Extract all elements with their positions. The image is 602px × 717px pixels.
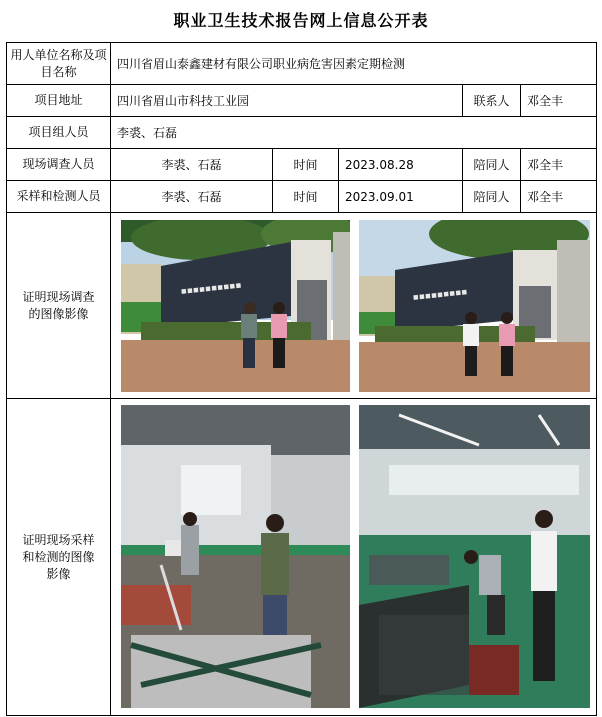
sampling-value: 李裘、石磊 — [111, 181, 273, 213]
contact-value: 邓全丰 — [521, 85, 597, 117]
sampling-photo-2 — [359, 405, 590, 708]
sampling-escort-label: 陪同人 — [463, 181, 521, 213]
factory-gate-photo — [359, 220, 590, 392]
sampling-photo-cell — [111, 399, 597, 716]
survey-escort-value: 邓全丰 — [521, 149, 597, 181]
address-label: 项目地址 — [7, 85, 111, 117]
survey-photo-1 — [121, 220, 350, 392]
team-label: 项目组人员 — [7, 117, 111, 149]
team-value: 李裘、石磊 — [111, 117, 597, 149]
survey-label: 现场调查人员 — [7, 149, 111, 181]
sampling-time-label: 时间 — [273, 181, 339, 213]
employer-label: 用人单位名称及项目名称 — [7, 43, 111, 85]
survey-time-value: 2023.08.28 — [339, 149, 463, 181]
page-title: 职业卫生技术报告网上信息公开表 — [173, 11, 429, 30]
info-table — [6, 42, 597, 716]
sampling-label: 采样和检测人员 — [7, 181, 111, 213]
workshop-sampling-photo — [121, 405, 350, 708]
survey-photo-2 — [359, 220, 590, 392]
contact-label: 联系人 — [463, 85, 521, 117]
sampling-time-value: 2023.09.01 — [339, 181, 463, 213]
sampling-photo-label: 证明现场采样和检测的图像影像 — [7, 399, 111, 716]
svg-text:▪▪▪▪▪▪▪▪▪: ▪▪▪▪▪▪▪▪▪ — [412, 287, 468, 303]
sampling-escort-value: 邓全丰 — [521, 181, 597, 213]
survey-escort-label: 陪同人 — [463, 149, 521, 181]
address-value: 四川省眉山市科技工业园 — [111, 85, 463, 117]
survey-value: 李裘、石磊 — [111, 149, 273, 181]
sampling-photo-1 — [121, 405, 350, 708]
factory-gate-photo — [121, 220, 350, 392]
employer-value: 四川省眉山泰鑫建材有限公司职业病危害因素定期检测 — [111, 43, 597, 85]
factory-floor-photo — [359, 405, 590, 708]
survey-photo-label: 证明现场调查的图像影像 — [7, 213, 111, 399]
svg-text:▪▪▪▪▪▪▪▪▪▪: ▪▪▪▪▪▪▪▪▪▪ — [180, 280, 242, 297]
survey-time-label: 时间 — [273, 149, 339, 181]
survey-photo-cell — [111, 213, 597, 399]
